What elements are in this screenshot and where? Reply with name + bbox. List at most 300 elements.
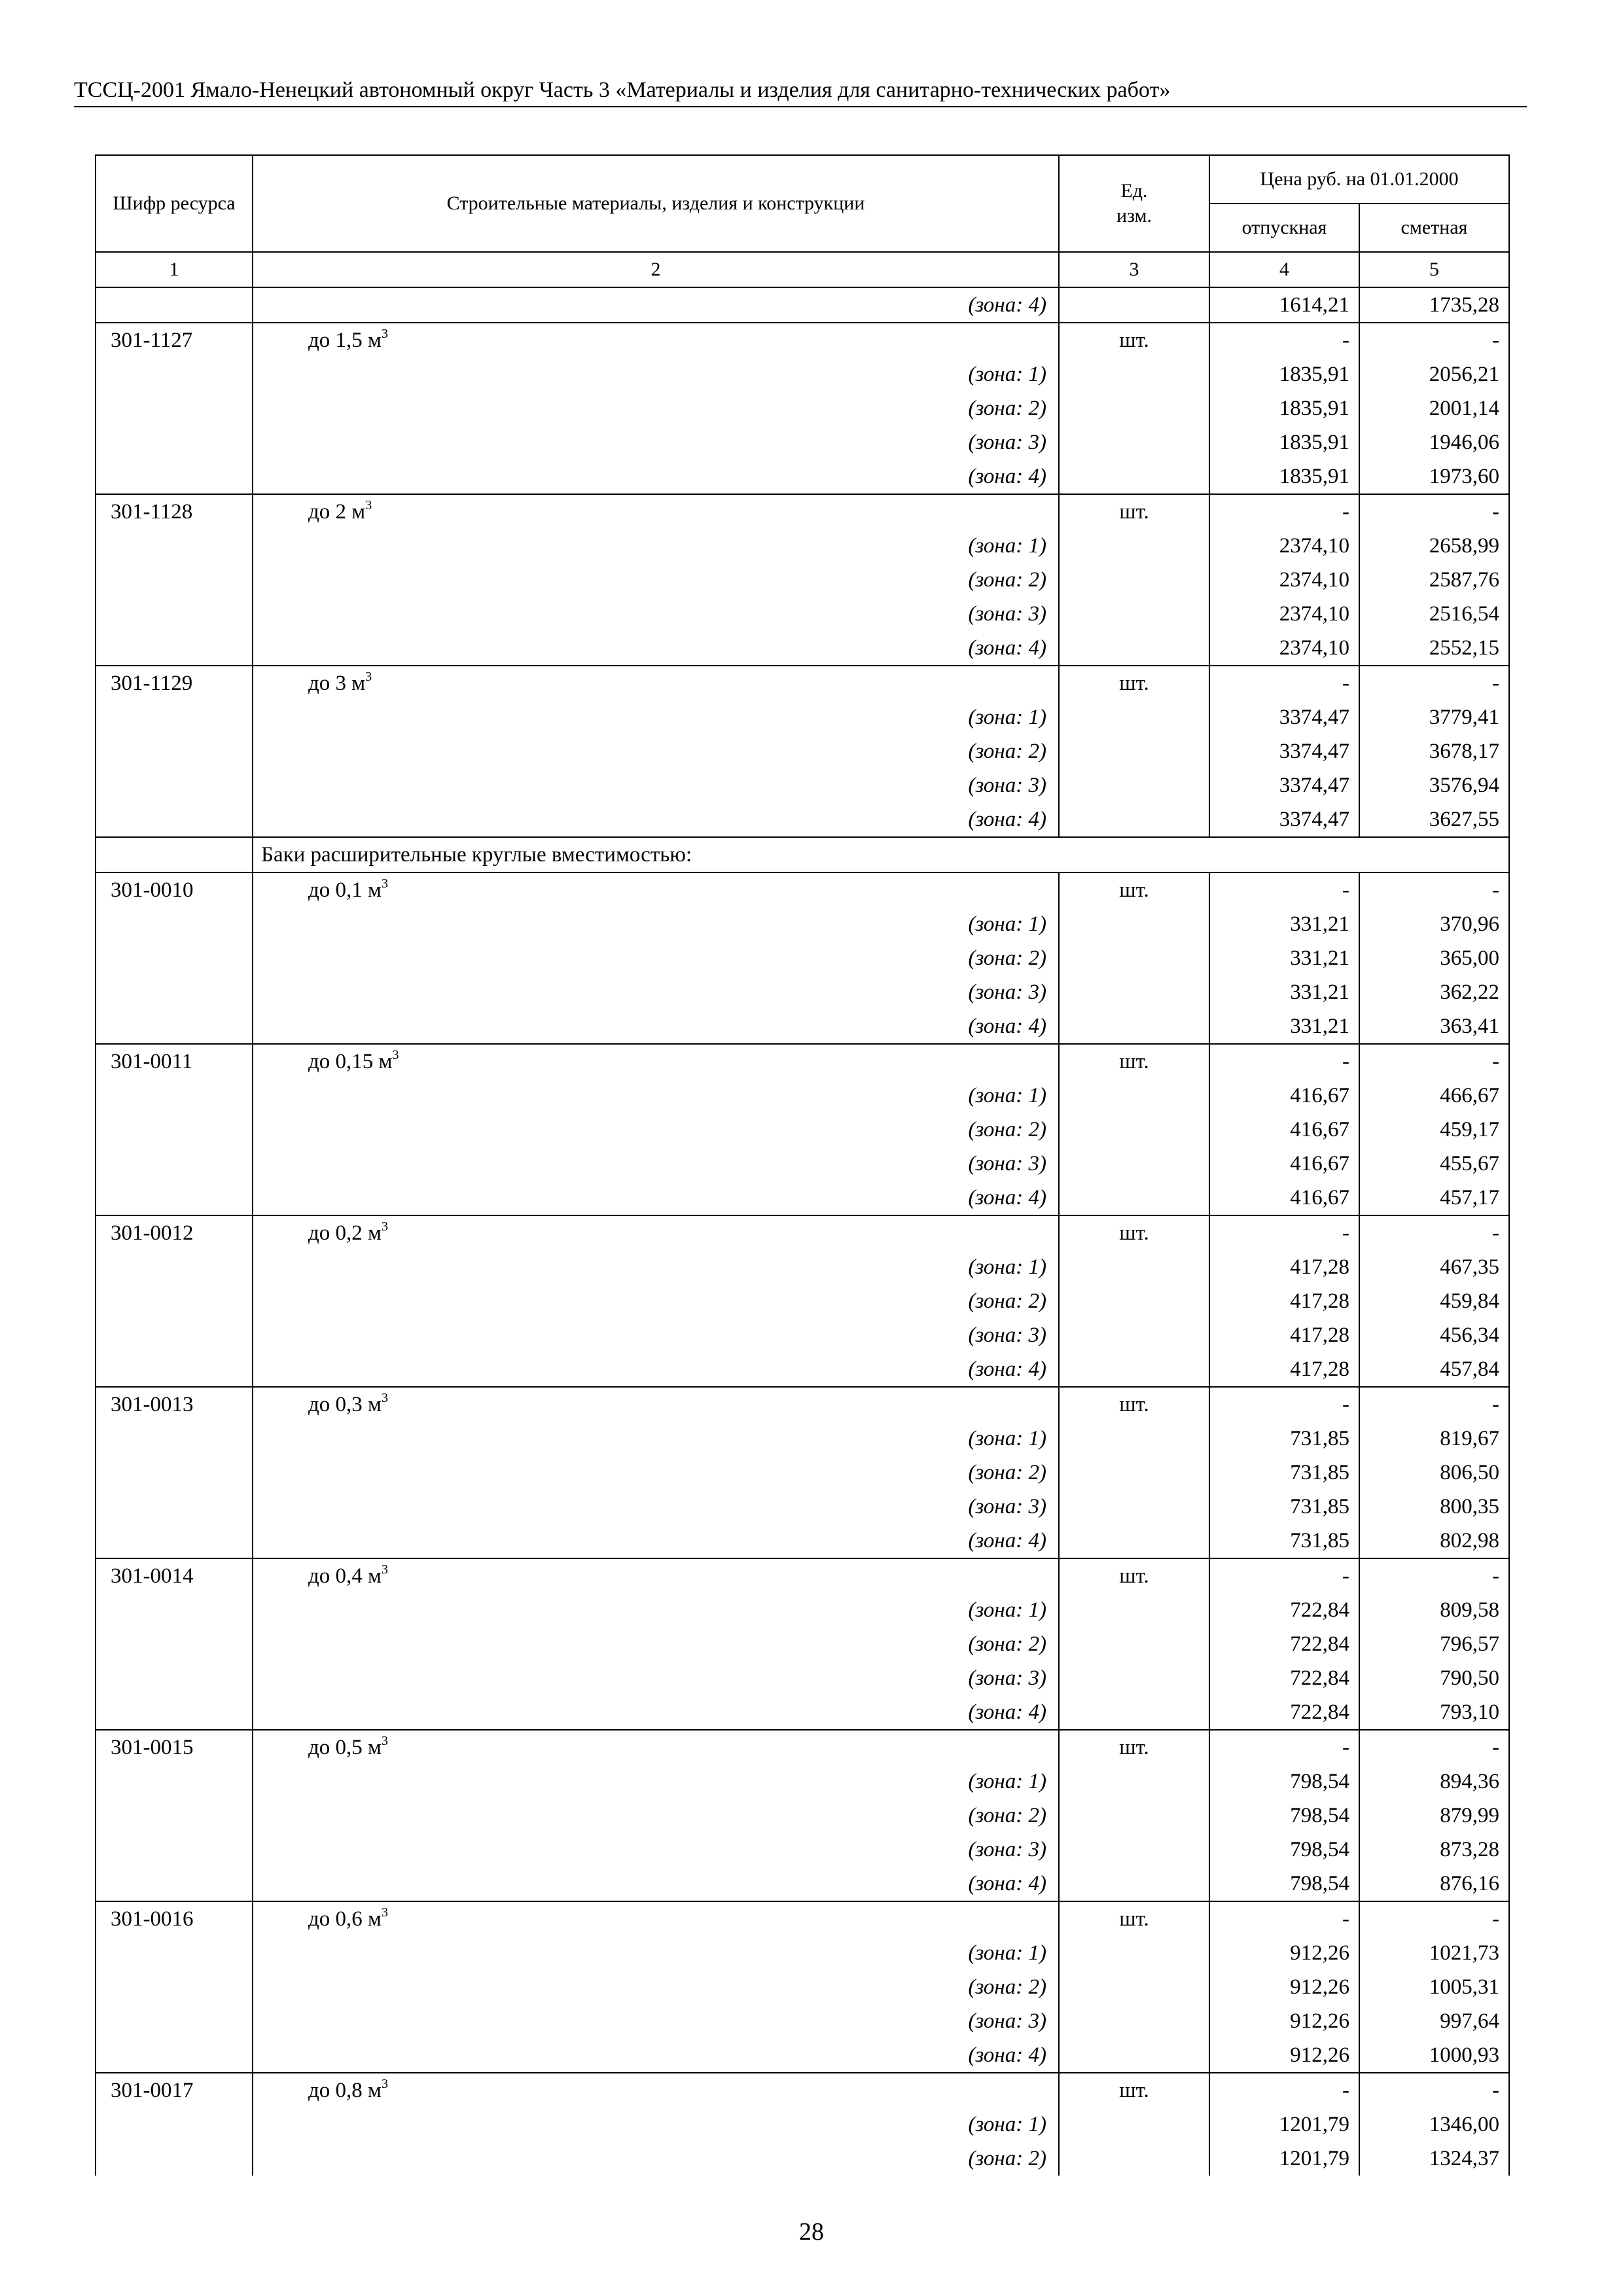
resource-code-empty [96, 1867, 253, 1901]
zone-label: (зона: 3) [253, 1833, 1059, 1867]
zone-row [96, 459, 1509, 494]
unit-empty [1059, 1936, 1209, 1970]
zone-label: (зона: 1) [253, 1079, 1059, 1113]
zone-row [96, 1833, 1509, 1867]
unit-empty [1059, 1695, 1209, 1730]
zone-row [96, 1250, 1509, 1284]
item-name [253, 1558, 1059, 1593]
item-name [253, 666, 1059, 700]
item-name [253, 1387, 1059, 1422]
estimate-price: 1735,28 [1359, 287, 1509, 323]
release-price: 798,54 [1209, 1867, 1359, 1901]
release-price: - [1209, 1044, 1359, 1079]
estimate-price: - [1359, 1901, 1509, 1936]
estimate-price: - [1359, 1215, 1509, 1250]
unit-empty [1059, 391, 1209, 425]
resource-code-empty [96, 563, 253, 597]
release-price: 912,26 [1209, 2004, 1359, 2038]
zone-row [96, 1661, 1509, 1695]
zone-row [96, 1593, 1509, 1627]
unit-empty [1059, 2004, 1209, 2038]
release-price: 2374,10 [1209, 529, 1359, 563]
item-name [253, 323, 1059, 357]
zone-row [96, 1970, 1509, 2004]
estimate-price: 3576,94 [1359, 768, 1509, 802]
zone-label: (зона: 4) [253, 1867, 1059, 1901]
resource-code-empty [96, 768, 253, 802]
resource-code-empty [96, 1079, 253, 1113]
resource-price-table [95, 154, 1510, 2176]
release-price: - [1209, 1901, 1359, 1936]
estimate-price: 457,84 [1359, 1352, 1509, 1387]
zone-label: (зона: 2) [253, 1456, 1059, 1490]
resource-code: 301-0015 [96, 1730, 253, 1765]
estimate-price: 997,64 [1359, 2004, 1509, 2038]
item-row [96, 323, 1509, 357]
item-name-text: до 0,3 м [308, 1393, 382, 1416]
estimate-price: 2056,21 [1359, 357, 1509, 391]
resource-code-empty [96, 1524, 253, 1558]
release-price: 912,26 [1209, 1970, 1359, 2004]
zone-row [96, 1422, 1509, 1456]
zone-label: (зона: 1) [253, 357, 1059, 391]
estimate-price: 2587,76 [1359, 563, 1509, 597]
column-number: 5 [1359, 252, 1509, 287]
unit-empty [1059, 941, 1209, 975]
unit-empty [1059, 1147, 1209, 1181]
estimate-price: 1346,00 [1359, 2108, 1509, 2142]
item-name [253, 1215, 1059, 1250]
zone-label: (зона: 2) [253, 734, 1059, 768]
estimate-price: 3678,17 [1359, 734, 1509, 768]
cubic-superscript: 3 [381, 2077, 388, 2091]
unit-empty [1059, 1524, 1209, 1558]
estimate-price: - [1359, 666, 1509, 700]
resource-code: 301-1127 [96, 323, 253, 357]
zone-label: (зона: 2) [253, 1799, 1059, 1833]
unit: шт. [1059, 323, 1209, 357]
estimate-price: 455,67 [1359, 1147, 1509, 1181]
release-price: 731,85 [1209, 1422, 1359, 1456]
release-price: 912,26 [1209, 1936, 1359, 1970]
zone-row [96, 1524, 1509, 1558]
resource-code: 301-0017 [96, 2073, 253, 2108]
unit-empty [1059, 1867, 1209, 1901]
cubic-superscript: 3 [381, 1391, 388, 1405]
resource-code-empty [96, 2142, 253, 2176]
zone-label: (зона: 1) [253, 1593, 1059, 1627]
column-number: 1 [96, 252, 253, 287]
release-price: 722,84 [1209, 1627, 1359, 1661]
release-price: 1835,91 [1209, 459, 1359, 494]
resource-code-empty [96, 1765, 253, 1799]
item-name [253, 1901, 1059, 1936]
zone-label: (зона: 3) [253, 597, 1059, 631]
zone-label: (зона: 2) [253, 563, 1059, 597]
release-price: - [1209, 2073, 1359, 2108]
zone-row [96, 2038, 1509, 2073]
zone-row [96, 2004, 1509, 2038]
unit: шт. [1059, 1215, 1209, 1250]
item-name-text: до 1,5 м [308, 329, 382, 352]
cubic-superscript: 3 [381, 876, 388, 891]
release-price: 416,67 [1209, 1181, 1359, 1215]
resource-code-empty [96, 287, 253, 323]
zone-label: (зона: 4) [253, 1009, 1059, 1044]
release-price: 722,84 [1209, 1593, 1359, 1627]
zone-row [96, 1284, 1509, 1318]
estimate-price: 3627,55 [1359, 802, 1509, 837]
zone-row [96, 631, 1509, 666]
estimate-price: 2658,99 [1359, 529, 1509, 563]
item-name [253, 1730, 1059, 1765]
zone-label: (зона: 3) [253, 768, 1059, 802]
zone-row [96, 1181, 1509, 1215]
estimate-price: 459,84 [1359, 1284, 1509, 1318]
item-row [96, 1387, 1509, 1422]
running-header: ТССЦ-2001 Ямало-Ненецкий автономный округ Часть 3 «Материалы и изделия для санитарно-технических работ» [74, 78, 1171, 102]
unit-empty [1059, 975, 1209, 1009]
unit-empty [1059, 597, 1209, 631]
zone-row [96, 941, 1509, 975]
zone-label: (зона: 2) [253, 941, 1059, 975]
unit-empty [1059, 1833, 1209, 1867]
item-row [96, 1558, 1509, 1593]
zone-row [96, 1867, 1509, 1901]
resource-code-empty [96, 1490, 253, 1524]
cubic-superscript: 3 [381, 1905, 388, 1920]
zone-label: (зона: 4) [253, 459, 1059, 494]
zone-label: (зона: 4) [253, 287, 1059, 323]
release-price: 2374,10 [1209, 563, 1359, 597]
header-code: Шифр ресурса [96, 155, 253, 252]
zone-label: (зона: 4) [253, 2038, 1059, 2073]
resource-code: 301-0011 [96, 1044, 253, 1079]
unit-empty [1059, 700, 1209, 734]
estimate-price: 790,50 [1359, 1661, 1509, 1695]
estimate-price: 802,98 [1359, 1524, 1509, 1558]
zone-row [96, 597, 1509, 631]
unit-empty [1059, 459, 1209, 494]
zone-label: (зона: 4) [253, 631, 1059, 666]
release-price: 798,54 [1209, 1765, 1359, 1799]
resource-code-empty [96, 1113, 253, 1147]
zone-row [96, 2108, 1509, 2142]
resource-code: 301-0016 [96, 1901, 253, 1936]
unit: шт. [1059, 1730, 1209, 1765]
item-row [96, 872, 1509, 907]
item-name [253, 1044, 1059, 1079]
estimate-price: 2552,15 [1359, 631, 1509, 666]
zone-row [96, 529, 1509, 563]
resource-code-empty [96, 802, 253, 837]
release-price: - [1209, 666, 1359, 700]
zone-row [96, 1079, 1509, 1113]
item-row [96, 1215, 1509, 1250]
unit-empty [1059, 1009, 1209, 1044]
unit: шт. [1059, 494, 1209, 529]
resource-code-empty [96, 2108, 253, 2142]
unit: шт. [1059, 1901, 1209, 1936]
item-name-text: до 0,6 м [308, 1907, 382, 1931]
release-price: 1201,79 [1209, 2142, 1359, 2176]
unit-empty [1059, 1422, 1209, 1456]
unit-empty [1059, 1799, 1209, 1833]
estimate-price: 1000,93 [1359, 2038, 1509, 2073]
estimate-price: 819,67 [1359, 1422, 1509, 1456]
unit-empty [1059, 1318, 1209, 1352]
estimate-price: - [1359, 1558, 1509, 1593]
unit-empty [1059, 734, 1209, 768]
release-price: 417,28 [1209, 1352, 1359, 1387]
zone-label: (зона: 3) [253, 1318, 1059, 1352]
release-price: 731,85 [1209, 1524, 1359, 1558]
estimate-price: - [1359, 872, 1509, 907]
unit-empty [1059, 768, 1209, 802]
release-price: 416,67 [1209, 1113, 1359, 1147]
zone-row [96, 1695, 1509, 1730]
zone-row [96, 1456, 1509, 1490]
unit-empty [1059, 1661, 1209, 1695]
resource-code-empty [96, 1250, 253, 1284]
estimate-price: - [1359, 2073, 1509, 2108]
estimate-price: 793,10 [1359, 1695, 1509, 1730]
release-price: 416,67 [1209, 1079, 1359, 1113]
resource-code-empty [96, 907, 253, 941]
release-price: 722,84 [1209, 1661, 1359, 1695]
item-row [96, 666, 1509, 700]
resource-code-empty [96, 700, 253, 734]
zone-label: (зона: 3) [253, 2004, 1059, 2038]
estimate-price: 879,99 [1359, 1799, 1509, 1833]
unit-empty [1059, 1079, 1209, 1113]
unit-empty [1059, 1765, 1209, 1799]
release-price: 2374,10 [1209, 597, 1359, 631]
unit-empty [1059, 802, 1209, 837]
cubic-superscript: 3 [381, 1562, 388, 1577]
unit-empty [1059, 1593, 1209, 1627]
unit-empty [1059, 529, 1209, 563]
release-price: 1201,79 [1209, 2108, 1359, 2142]
unit-empty [1059, 287, 1209, 323]
section-title: Баки расширительные круглые вместимостью: [253, 837, 1509, 872]
resource-code-empty [96, 1936, 253, 1970]
unit-empty [1059, 1181, 1209, 1215]
resource-code-empty [96, 357, 253, 391]
zone-label: (зона: 4) [253, 1524, 1059, 1558]
estimate-price: - [1359, 1387, 1509, 1422]
release-price: 3374,47 [1209, 768, 1359, 802]
zone-label: (зона: 3) [253, 1490, 1059, 1524]
unit-empty [1059, 1456, 1209, 1490]
release-price: 798,54 [1209, 1799, 1359, 1833]
release-price: 3374,47 [1209, 802, 1359, 837]
resource-code-empty [96, 1181, 253, 1215]
zone-row [96, 287, 1509, 323]
unit-empty [1059, 2038, 1209, 2073]
release-price: 417,28 [1209, 1284, 1359, 1318]
resource-code-empty [96, 1147, 253, 1181]
unit: шт. [1059, 1558, 1209, 1593]
zone-label: (зона: 3) [253, 1147, 1059, 1181]
release-price: 798,54 [1209, 1833, 1359, 1867]
item-name-text: до 0,5 м [308, 1736, 382, 1759]
resource-code-empty [96, 975, 253, 1009]
zone-label: (зона: 1) [253, 1936, 1059, 1970]
estimate-price: 1021,73 [1359, 1936, 1509, 1970]
zone-row [96, 357, 1509, 391]
section-row [96, 837, 1509, 872]
release-price: - [1209, 872, 1359, 907]
resource-code: 301-0012 [96, 1215, 253, 1250]
unit-empty [1059, 1284, 1209, 1318]
estimate-price: 457,17 [1359, 1181, 1509, 1215]
zone-label: (зона: 2) [253, 1113, 1059, 1147]
resource-code-empty [96, 1422, 253, 1456]
header-release-price: отпускная [1209, 204, 1359, 252]
item-name [253, 872, 1059, 907]
release-price: 3374,47 [1209, 734, 1359, 768]
resource-code-empty [96, 734, 253, 768]
unit-empty [1059, 2142, 1209, 2176]
estimate-price: 459,17 [1359, 1113, 1509, 1147]
estimate-price: - [1359, 1044, 1509, 1079]
unit: шт. [1059, 872, 1209, 907]
unit-empty [1059, 1490, 1209, 1524]
unit-empty [1059, 425, 1209, 459]
item-name-text: до 0,8 м [308, 2079, 382, 2102]
resource-code-empty [96, 941, 253, 975]
zone-row [96, 1352, 1509, 1387]
zone-row [96, 425, 1509, 459]
release-price: 2374,10 [1209, 631, 1359, 666]
column-number: 3 [1059, 252, 1209, 287]
estimate-price: - [1359, 494, 1509, 529]
estimate-price: 1005,31 [1359, 1970, 1509, 2004]
unit-empty [1059, 1970, 1209, 2004]
zone-row [96, 768, 1509, 802]
item-row [96, 494, 1509, 529]
zone-label: (зона: 2) [253, 1284, 1059, 1318]
resource-code-empty [96, 837, 253, 872]
release-price: 331,21 [1209, 907, 1359, 941]
release-price: 722,84 [1209, 1695, 1359, 1730]
item-name-text: до 0,2 м [308, 1221, 382, 1245]
resource-code: 301-1129 [96, 666, 253, 700]
estimate-price: 800,35 [1359, 1490, 1509, 1524]
zone-label: (зона: 2) [253, 391, 1059, 425]
zone-label: (зона: 3) [253, 1661, 1059, 1695]
estimate-price: 1973,60 [1359, 459, 1509, 494]
item-name-text: до 3 м [308, 672, 366, 695]
zone-row [96, 734, 1509, 768]
unit-empty [1059, 1250, 1209, 1284]
release-price: - [1209, 1730, 1359, 1765]
resource-code-empty [96, 1833, 253, 1867]
item-name-text: до 2 м [308, 500, 366, 524]
header-price-group: Цена руб. на 01.01.2000 [1209, 155, 1509, 204]
header-unit: Ед. изм. [1059, 155, 1209, 252]
unit-empty [1059, 357, 1209, 391]
resource-code-empty [96, 459, 253, 494]
release-price: 1835,91 [1209, 425, 1359, 459]
cubic-superscript: 3 [381, 1219, 388, 1234]
resource-code-empty [96, 1593, 253, 1627]
estimate-price: 876,16 [1359, 1867, 1509, 1901]
estimate-price: - [1359, 1730, 1509, 1765]
estimate-price: 365,00 [1359, 941, 1509, 975]
resource-code-empty [96, 1799, 253, 1833]
zone-row [96, 1009, 1509, 1044]
cubic-superscript: 3 [365, 498, 372, 512]
estimate-price: 1946,06 [1359, 425, 1509, 459]
item-name-text: до 0,4 м [308, 1564, 382, 1588]
zone-row [96, 1490, 1509, 1524]
unit: шт. [1059, 2073, 1209, 2108]
estimate-price: 873,28 [1359, 1833, 1509, 1867]
zone-row [96, 1627, 1509, 1661]
resource-code-empty [96, 391, 253, 425]
release-price: 416,67 [1209, 1147, 1359, 1181]
column-number: 4 [1209, 252, 1359, 287]
release-price: 731,85 [1209, 1490, 1359, 1524]
item-name [253, 2073, 1059, 2108]
estimate-price: 3779,41 [1359, 700, 1509, 734]
zone-row [96, 1765, 1509, 1799]
resource-code: 301-0010 [96, 872, 253, 907]
zone-row [96, 1113, 1509, 1147]
release-price: - [1209, 323, 1359, 357]
zone-label: (зона: 2) [253, 2142, 1059, 2176]
resource-code-empty [96, 2004, 253, 2038]
header-rule [74, 106, 1527, 107]
zone-label: (зона: 3) [253, 425, 1059, 459]
zone-row [96, 1936, 1509, 1970]
estimate-price: 466,67 [1359, 1079, 1509, 1113]
unit-empty [1059, 1627, 1209, 1661]
resource-code: 301-0014 [96, 1558, 253, 1593]
zone-row [96, 975, 1509, 1009]
zone-row [96, 1147, 1509, 1181]
unit: шт. [1059, 1387, 1209, 1422]
release-price: 417,28 [1209, 1250, 1359, 1284]
zone-label: (зона: 1) [253, 2108, 1059, 2142]
column-number: 2 [253, 252, 1059, 287]
release-price: 731,85 [1209, 1456, 1359, 1490]
header-name: Строительные материалы, изделия и конструкции [253, 155, 1059, 252]
zone-label: (зона: 1) [253, 700, 1059, 734]
resource-code-empty [96, 1456, 253, 1490]
zone-row [96, 563, 1509, 597]
zone-label: (зона: 2) [253, 1627, 1059, 1661]
zone-row [96, 2142, 1509, 2176]
resource-code-empty [96, 1970, 253, 2004]
estimate-price: 456,34 [1359, 1318, 1509, 1352]
release-price: - [1209, 1387, 1359, 1422]
zone-label: (зона: 3) [253, 975, 1059, 1009]
unit-empty [1059, 563, 1209, 597]
resource-code: 301-0013 [96, 1387, 253, 1422]
zone-row [96, 391, 1509, 425]
estimate-price: 809,58 [1359, 1593, 1509, 1627]
zone-label: (зона: 2) [253, 1970, 1059, 2004]
resource-code-empty [96, 1318, 253, 1352]
cubic-superscript: 3 [381, 327, 388, 341]
zone-label: (зона: 4) [253, 802, 1059, 837]
estimate-price: 467,35 [1359, 1250, 1509, 1284]
estimate-price: - [1359, 323, 1509, 357]
release-price: 1835,91 [1209, 357, 1359, 391]
